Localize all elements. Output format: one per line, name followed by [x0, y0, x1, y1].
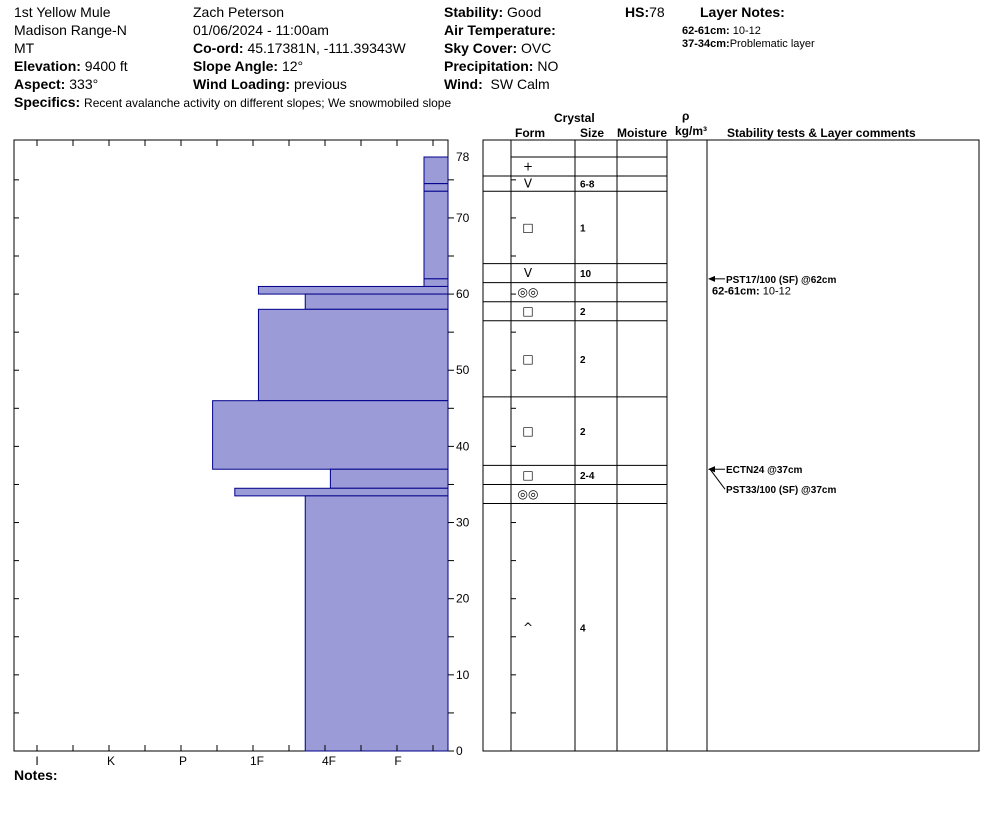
- hs-label: HS:: [625, 4, 650, 20]
- grain-size-value: 2: [580, 427, 586, 439]
- elevation-value: 9400 ft: [84, 58, 128, 74]
- col-form: Form: [515, 126, 545, 140]
- hardness-profile: [14, 140, 470, 768]
- stability-value: Good: [507, 4, 542, 20]
- specifics-text: Recent avalanche activity on different slopes; We snowmobiled slope: [84, 96, 452, 110]
- wind-label: Wind:: [444, 76, 483, 92]
- layer-comment-text: 10-12: [762, 285, 791, 298]
- col-size: Size: [580, 126, 605, 140]
- stability-label: Stability:: [444, 4, 504, 20]
- layer-note-1-range: 62-61cm:: [682, 25, 730, 37]
- wind-loading-value: previous: [293, 76, 347, 92]
- elevation-label: Elevation:: [14, 58, 81, 74]
- hardness-layer-2: [424, 191, 448, 279]
- grain-size-value: 6-8: [580, 179, 595, 191]
- hardness-tick-label: F: [394, 754, 402, 768]
- wind-loading-label: Wind Loading:: [193, 76, 291, 92]
- y-tick-label: 20: [456, 591, 470, 606]
- observer-name: Zach Peterson: [193, 4, 285, 20]
- coord-value: 45.17381N, -111.39343W: [247, 40, 406, 56]
- layer-comment-range: 62-61cm:: [712, 285, 763, 298]
- grain-form-symbol: □: [522, 424, 534, 439]
- hardness-tick-label: K: [106, 754, 116, 768]
- aspect-label: Aspect:: [14, 76, 66, 92]
- hardness-layer-4: [258, 286, 448, 294]
- slope-label: Slope Angle:: [193, 58, 279, 74]
- hardness-layer-1: [424, 184, 448, 192]
- grain-form-symbol: □: [522, 220, 534, 235]
- grain-table: [483, 140, 979, 751]
- layer-notes-title: Layer Notes:: [700, 4, 785, 20]
- aspect-value: 333°: [69, 76, 99, 92]
- y-tick-label: 10: [456, 667, 470, 682]
- air-temp-label: Air Temperature:: [444, 22, 556, 38]
- precip-label: Precipitation:: [444, 58, 534, 74]
- hardness-layer-10: [305, 496, 448, 751]
- grain-form-symbol: V: [523, 266, 533, 281]
- y-tick-label: 70: [456, 210, 470, 225]
- grain-size-value: 1: [580, 223, 586, 235]
- hardness-layer-7: [213, 401, 448, 470]
- hardness-layer-8: [330, 469, 448, 488]
- layer-note-2-text: Problematic layer: [729, 38, 815, 50]
- grain-size-value: 2: [580, 307, 586, 319]
- hardness-tick-label: I: [35, 754, 39, 768]
- state-name: MT: [14, 40, 35, 56]
- layer-comment: [712, 285, 791, 297]
- grain-size-value: 2-4: [580, 470, 595, 482]
- hardness-tick-label: 1F: [249, 754, 265, 768]
- grain-size-value: 2: [580, 354, 586, 366]
- y-tick-label: 30: [456, 515, 470, 530]
- slope-value: 12°: [281, 58, 304, 74]
- y-tick-label: 0: [456, 744, 463, 758]
- range-name: Madison Range-N: [14, 22, 127, 38]
- y-tick-label: 40: [456, 439, 470, 454]
- grain-form-symbol: □: [522, 467, 534, 482]
- obs-datetime: 01/06/2024 - 11:00am: [193, 22, 329, 38]
- hardness-tick-label: P: [178, 754, 188, 768]
- specifics-label: Specifics:: [14, 94, 81, 110]
- sky-label: Sky Cover:: [444, 40, 518, 56]
- layer-note-1-text: 10-12: [732, 25, 761, 37]
- stability-test-label: PST17/100 (SF) @62cm: [726, 274, 837, 286]
- notes-label: Notes:: [14, 767, 58, 783]
- col-rho: ρ: [682, 109, 690, 123]
- y-tick-label: 50: [456, 363, 470, 378]
- grain-size-value: 4: [580, 623, 586, 635]
- col-density-unit: kg/m³: [675, 124, 708, 138]
- hs-value: 78: [649, 4, 665, 20]
- hardness-layer-3: [424, 279, 448, 287]
- col-crystal: Crystal: [554, 111, 595, 125]
- stability-test-label: ECTN24 @37cm: [726, 465, 803, 477]
- grain-form-symbol: ◎◎: [517, 486, 539, 501]
- hardness-layer-9: [235, 488, 448, 496]
- grain-form-symbol: ^: [522, 620, 534, 635]
- coord-label: Co-ord:: [193, 40, 244, 56]
- hardness-layer-5: [305, 294, 448, 309]
- y-tick-label: 78: [456, 150, 470, 164]
- hardness-layer-6: [258, 309, 448, 400]
- grain-form-symbol: ◎◎: [517, 285, 539, 300]
- grain-frame: [483, 140, 979, 751]
- grain-form-symbol: □: [522, 351, 534, 366]
- col-moisture: Moisture: [617, 126, 668, 140]
- precip-value: NO: [537, 58, 559, 74]
- stability-test-label: PST33/100 (SF) @37cm: [726, 485, 837, 497]
- wind-value: SW Calm: [490, 76, 550, 92]
- hardness-tick-label: 4F: [321, 754, 337, 768]
- grain-size-value: 10: [580, 269, 592, 281]
- layer-note-2-range: 37-34cm:: [682, 38, 730, 50]
- grain-form-symbol: □: [522, 304, 534, 319]
- grain-form-symbol: V: [523, 176, 533, 191]
- y-tick-label: 60: [456, 287, 470, 302]
- location-name: 1st Yellow Mule: [14, 4, 111, 20]
- hardness-layer-0: [424, 157, 448, 184]
- grain-form-symbol: +: [522, 159, 534, 174]
- col-stability: Stability tests & Layer comments: [727, 126, 916, 140]
- sky-value: OVC: [521, 40, 552, 56]
